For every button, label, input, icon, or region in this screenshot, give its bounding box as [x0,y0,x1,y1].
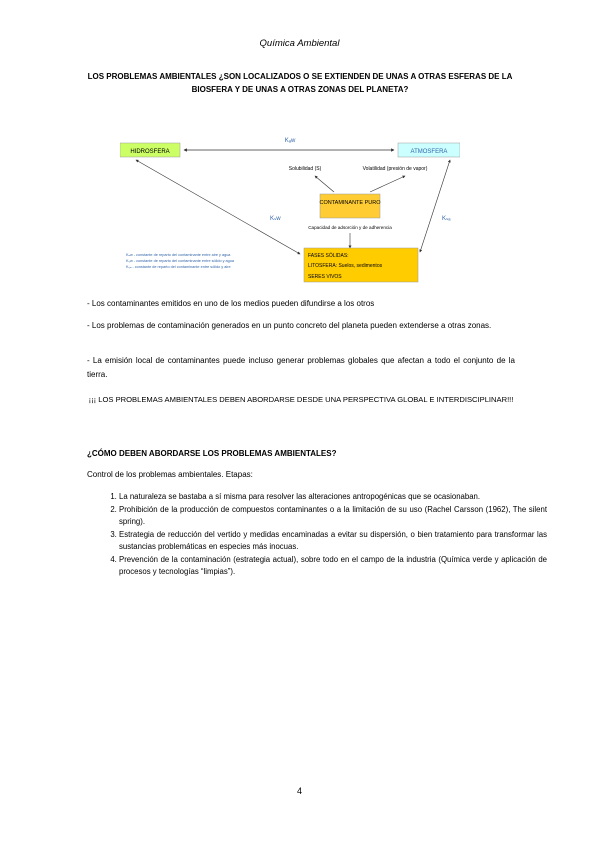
fases-line2: SERES VIVOS [308,274,342,280]
solubilidad-label: Solubilidad (S) [288,166,322,172]
arrow-vol [370,176,405,192]
intro-text: Control de los problemas ambientales. Etapas: [87,470,253,479]
list-item: 1. La naturaleza se bastaba a sí misma para resolver las alteraciones antropogénicas que se ocasionaban. [119,491,547,503]
atmosfera-label: ATMOSFERA [410,149,448,155]
steps-list [87,491,547,579]
hidrosfera-label: HIDROSFERA [130,149,170,155]
contaminante-text: CONTAMINANTE PURO [319,200,381,206]
paragraph-2: - Los problemas de contaminación generados en un punto concreto del planeta pueden extenderse a otras zonas. [87,321,492,330]
adsorcion-label: Capacidad de adsorción y de adherencia [308,225,392,230]
arrow-sol [315,176,334,192]
contaminante-label [319,200,381,206]
k-right-label: Kₛₐ [442,216,451,222]
volatilidad-label: Volatilidad (presión de vapor) [362,166,428,172]
k-left-label: Kₛw [270,216,281,222]
arrow-hidro-fases [136,160,300,254]
contaminante-box [320,194,380,218]
page-number: 4 [296,786,302,796]
section-title: ¿CÓMO DEBEN ABORDARSE LOS PROBLEMAS AMBIENTALES? [87,449,337,458]
emphasis-note: ¡¡¡ LOS PROBLEMAS AMBIENTALES DEBEN ABORDARSE DESDE UNA PERSPECTIVA GLOBAL E INTERDISCIPLINAR!!! [88,395,514,404]
legend-3: Kₛₐ - constante de reparto del contaminante entre sólido y aire [126,265,231,269]
list-item: 3. Estrategia de reducción del vertido y medidas encaminadas a evitar su dispersión, o bien tratamiento para transformar las sustancias problemáticas en especies más inocuas. [119,529,547,553]
fases-title: FASES SÓLIDAS: [308,253,349,259]
page-header: Química Ambiental [259,38,340,49]
list-item: 4. Prevención de la contaminación (estrategia actual), sobre todo en el campo de la industria (Química verde y aplicación de procesos y tecnologías “limpias”). [119,554,547,578]
legend-1: Kₐw - constante de reparto del contaminante entre aire y agua [126,253,231,257]
arrow-atmos-fases [420,160,450,252]
paragraph-3: - La emisión local de contaminantes puede incluso generar problemas globales que afectan a todo el conjunto de la tierra. [87,356,515,379]
k-top-label: Kₐw [284,138,296,144]
fases-line1: LITOSFERA: Suelos, sedimentos [308,263,383,269]
paragraph-1: - Los contaminantes emitidos en uno de los medios pueden difundirse a los otros [87,299,375,308]
distribution-diagram [120,130,460,290]
section-heading: LOS PROBLEMAS AMBIENTALES ¿SON LOCALIZADOS O SE EXTIENDEN DE UNAS A OTRAS ESFERAS DE LA BIOSFERA Y DE UNAS A OTRAS ZONAS DEL PLANETA? [87,72,513,94]
list-item: 2. Prohibición de la producción de compuestos contaminantes o a la limitación de su uso (Rachel Carsson (1962), The silent spring). [119,504,547,528]
legend-2: Kₛw - constante de reparto del contaminante entre sólido y agua [126,259,235,263]
